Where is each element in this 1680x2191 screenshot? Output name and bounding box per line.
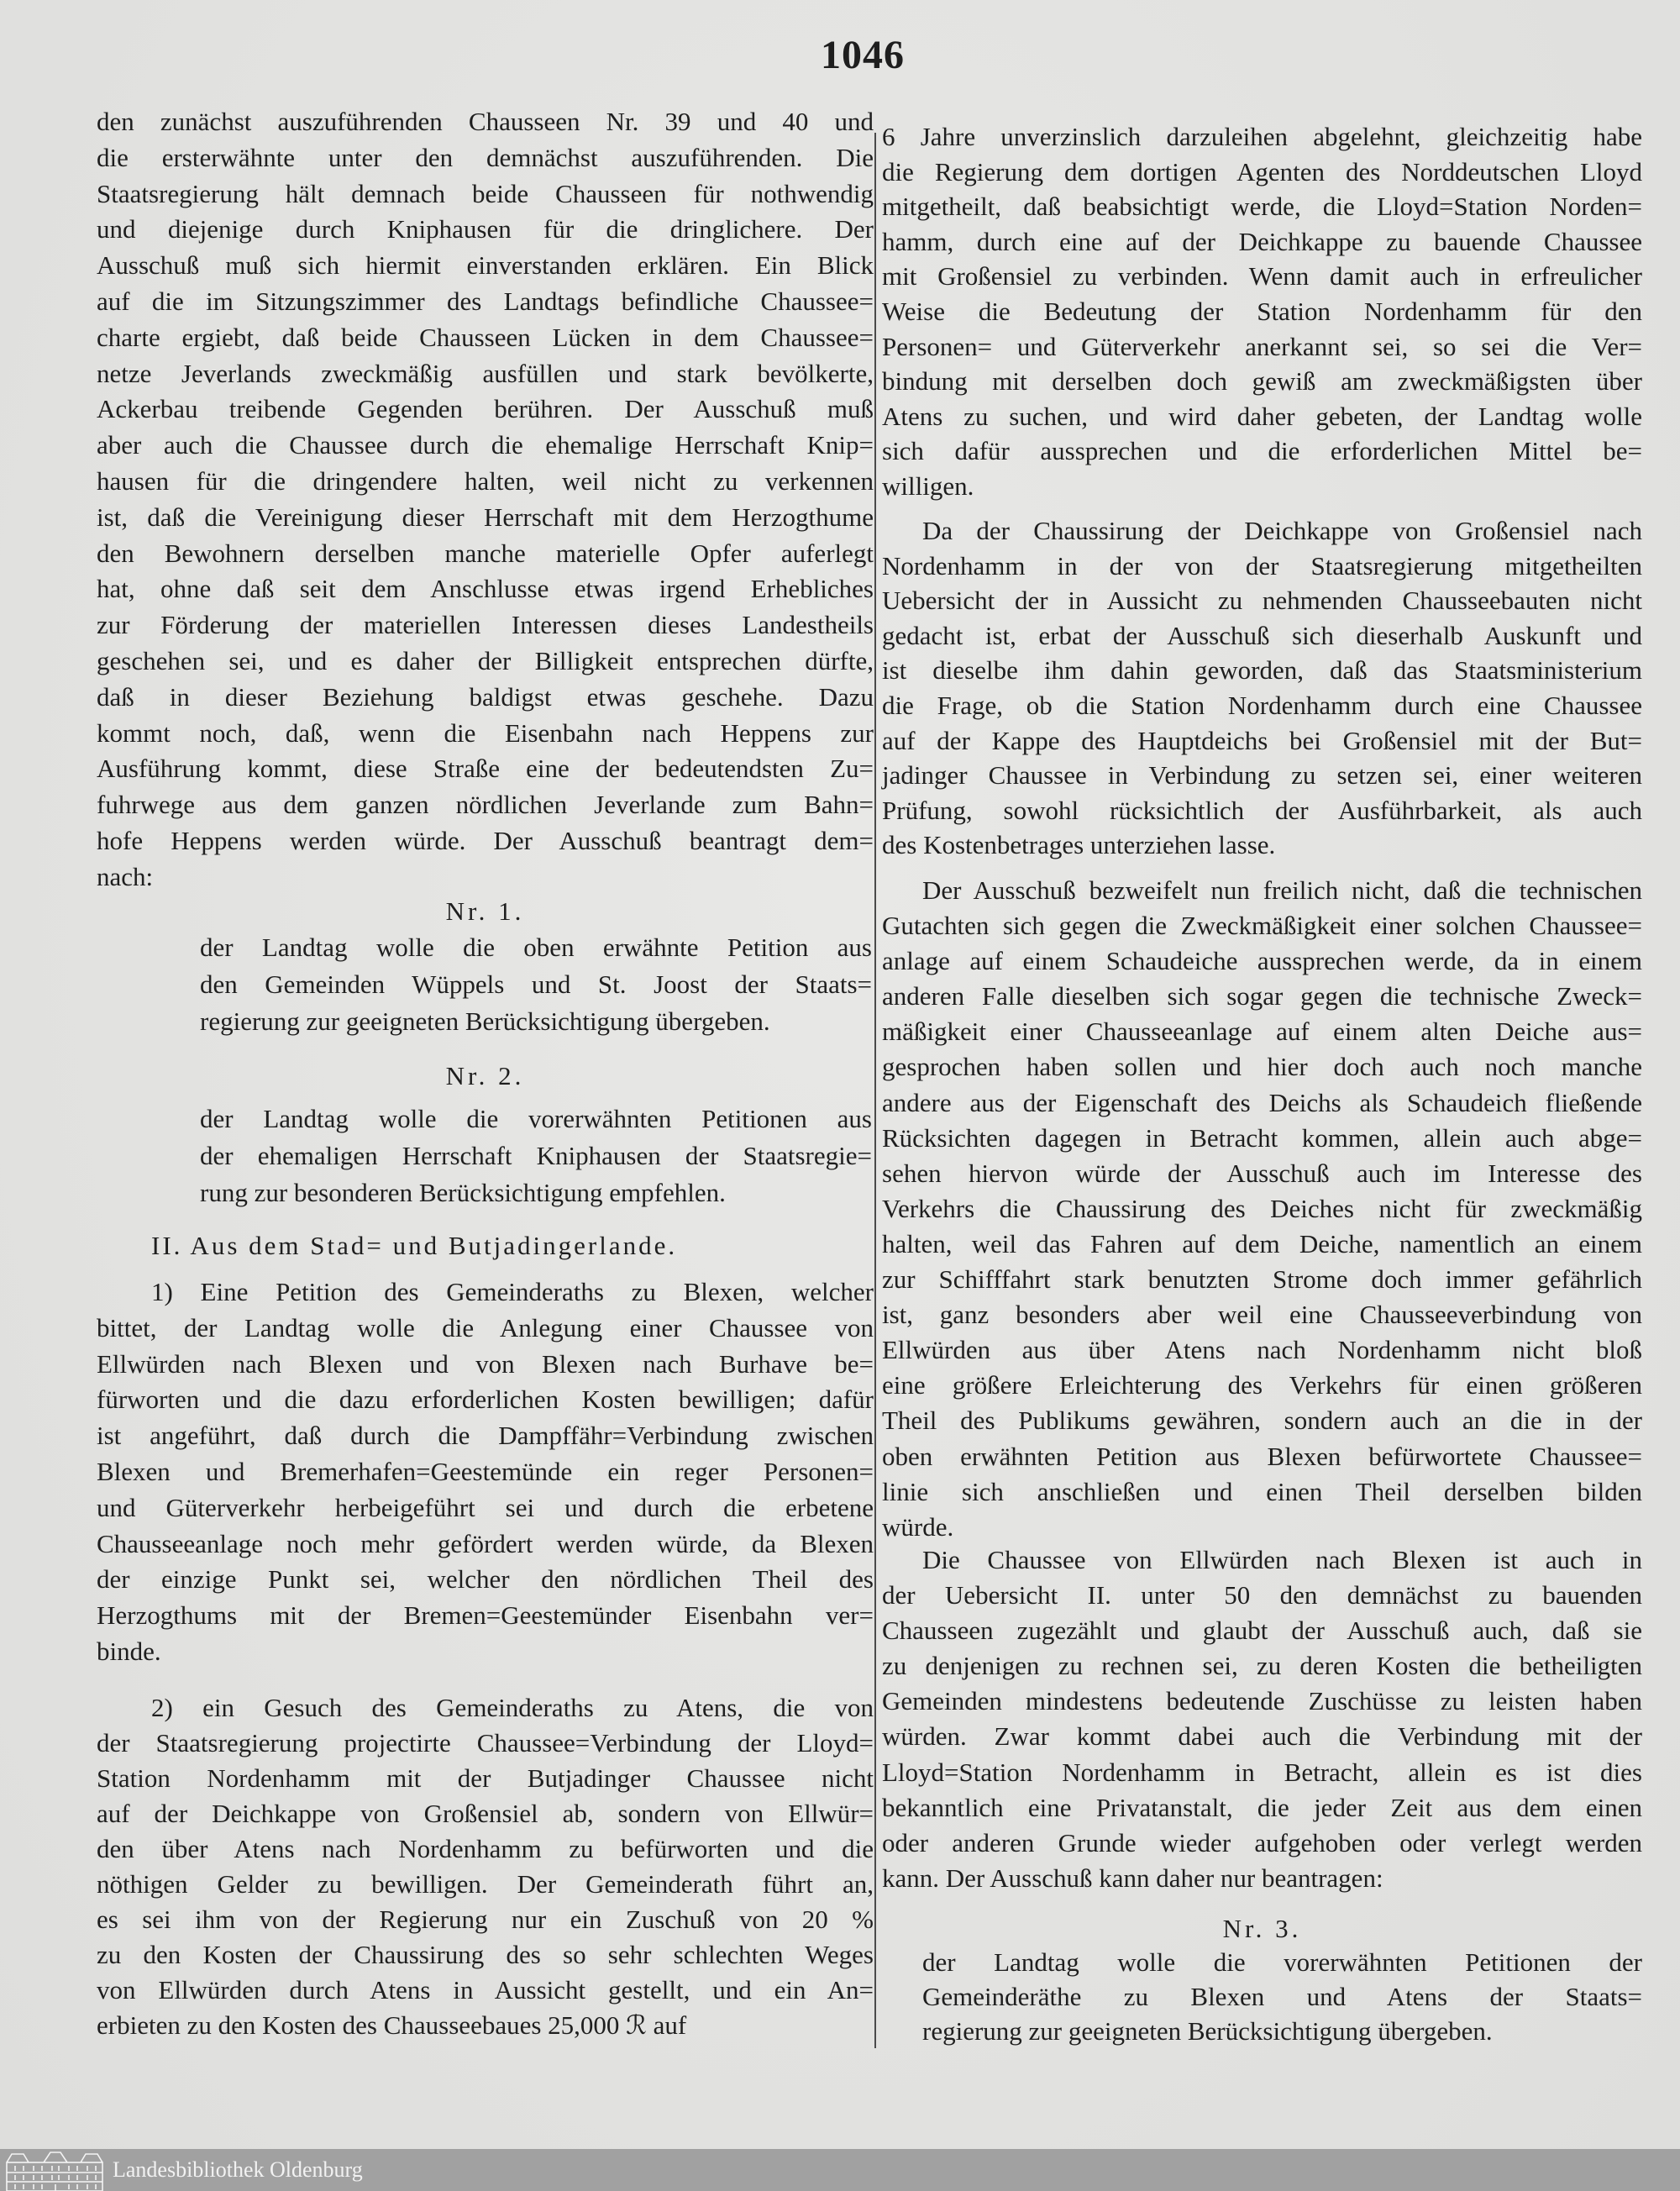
- text-line: eine größere Erleichterung des Verkehrs für einen größeren: [882, 1370, 1642, 1400]
- text-line: Blexen und Bremerhafen=Geestemünde ein reger Personen=: [97, 1456, 874, 1486]
- text-line: Rücksichten dagegen in Betracht kommen, allein auch abge=: [882, 1122, 1642, 1153]
- text-line: kommt noch, daß, wenn die Eisenbahn nach Heppens zur: [97, 717, 874, 748]
- text-line: die Frage, ob die Station Nordenhamm durch eine Chaussee: [882, 690, 1642, 720]
- text-line: den über Atens nach Nordenhamm zu befürworten und die: [97, 1834, 874, 1863]
- text-line: es sei ihm von der Regierung nur ein Zuschuß von 20 %: [97, 1905, 874, 1934]
- text-line: die Regierung dem dortigen Agenten des Norddeutschen Lloyd: [882, 156, 1642, 187]
- page-number: 1046: [821, 33, 905, 77]
- text-line: Weise die Bedeutung der Station Nordenhamm für den: [882, 296, 1642, 326]
- text-line: der Landtag wolle die oben erwähnte Petition aus: [200, 933, 872, 962]
- text-line: gedacht ist, erbat der Ausschuß sich dieserhalb Auskunft und: [882, 620, 1642, 650]
- text-line: den zunächst auszuführenden Chausseen Nr. 39 und 40 und: [97, 107, 874, 136]
- text-line: Gemeinderäthe zu Blexen und Atens der Staats=: [922, 1982, 1642, 2011]
- left-column-para-petition-2: [97, 1690, 874, 2043]
- text-line: II. Aus dem Stad= und Butjadingerlande.: [151, 1231, 678, 1260]
- text-line: geschehen sei, und es daher der Billigkeit entsprechen dürfte,: [97, 645, 874, 675]
- left-column-nr-2: [97, 1059, 874, 1094]
- left-column-para-petition-1: [97, 1274, 874, 1670]
- text-line: bindung mit derselben doch gewiß am zweckmäßigsten über: [882, 366, 1642, 397]
- text-line: hofe Heppens werden würde. Der Ausschuß beantragt dem=: [97, 825, 874, 855]
- right-column-para-3: [882, 873, 1642, 1545]
- text-line: Nordenhamm in der von der Staatsregierung mitgetheilten: [882, 550, 1642, 581]
- text-line: Nr. 1.: [445, 896, 525, 926]
- right-column-para-4: [882, 1542, 1642, 1896]
- text-line: binde.: [97, 1636, 161, 1666]
- text-line: ist, ganz besonders aber weil eine Chausseeverbindung von: [882, 1300, 1642, 1330]
- text-line: Nr. 2.: [445, 1061, 525, 1090]
- text-line: ist dieselbe ihm dahin geworden, daß das Staatsministerium: [882, 655, 1642, 686]
- text-line: Lloyd=Station Nordenhamm in Betracht, allein es ist dies: [882, 1757, 1642, 1787]
- text-line: hat, ohne daß seit dem Anschlusse etwas irgend Erhebliches: [97, 574, 874, 604]
- text-line: willigen.: [882, 470, 974, 501]
- text-line: Personen= und Güterverkehr anerkannt sei, so sei die Ver=: [882, 331, 1642, 361]
- text-line: kann. Der Ausschuß kann daher nur beantragen:: [882, 1863, 1383, 1893]
- text-line: regierung zur geeigneten Berücksichtigung übergeben.: [922, 2016, 1493, 2046]
- text-line: von Ellwürden durch Atens in Aussicht gestellt, und ein An=: [97, 1975, 874, 2004]
- text-line: und diejenige durch Kniphausen für die dringlichere. Der: [97, 214, 874, 244]
- text-line: die ersterwähnte unter den demnächst auszuführenden. Die: [97, 142, 874, 172]
- text-line: Ellwürden nach Blexen und von Blexen nach Burhave be=: [97, 1348, 874, 1379]
- text-line: Gutachten sich gegen die Zweckmäßigkeit einer solchen Chaussee=: [882, 911, 1642, 941]
- footer-bar: [0, 2149, 1680, 2191]
- text-line: auf die im Sitzungszimmer des Landtags befindliche Chaussee=: [97, 286, 874, 316]
- text-line: mäßigkeit einer Chausseeanlage auf einem alten Deiche aus=: [882, 1017, 1642, 1047]
- left-column-resolution-2: [200, 1101, 872, 1211]
- text-line: mitgetheilt, daß beabsichtigt werde, die Lloyd=Station Norden=: [882, 192, 1642, 222]
- text-line: charte ergiebt, daß beide Chausseen Lücken in dem Chaussee=: [97, 322, 874, 352]
- text-line: Da der Chaussirung der Deichkappe von Großensiel nach: [922, 516, 1642, 545]
- text-line: Station Nordenhamm mit der Butjadinger Chaussee nicht: [97, 1763, 874, 1793]
- text-line: anderen Falle dieselben sich sogar gegen die technische Zweck=: [882, 981, 1642, 1011]
- text-line: des Kostenbetrages unterziehen lasse.: [882, 830, 1276, 860]
- text-line: Atens zu suchen, und wird daher gebeten, der Landtag wolle: [882, 401, 1642, 431]
- text-line: bekanntlich eine Privatanstalt, die jeder Zeit aus dem einen: [882, 1792, 1642, 1822]
- text-line: bittet, der Landtag wolle die Anlegung einer Chaussee von: [97, 1312, 874, 1342]
- text-line: fuhrwege aus dem ganzen nördlichen Jeverlande zum Bahn=: [97, 790, 874, 820]
- text-line: zu denjenigen zu rechnen sei, zu deren Kosten die betheiligten: [882, 1651, 1642, 1681]
- text-line: zu den Kosten der Chaussirung des so sehr schlechten Weges: [97, 1940, 874, 1969]
- text-line: netze Jeverlands zweckmäßig ausfüllen und stark bevölkerte,: [97, 358, 874, 388]
- text-line: anlage auf einem Schaudeiche aussprechen werde, da in einem: [882, 946, 1642, 976]
- text-line: Ausführung kommt, diese Straße eine der bedeutendsten Zu=: [97, 754, 874, 784]
- text-line: der Uebersicht II. unter 50 den demnächst zu bauenden: [882, 1580, 1642, 1610]
- text-line: 1) Eine Petition des Gemeinderaths zu Blexen, welcher: [151, 1277, 874, 1306]
- text-line: gesprochen haben sollen und hier doch auch noch manche: [882, 1052, 1642, 1082]
- text-line: der Landtag wolle die vorerwähnten Petitionen der: [922, 1947, 1642, 1977]
- text-line: ist, daß die Vereinigung dieser Herrschaft mit dem Herzogthume: [97, 502, 874, 532]
- text-line: andere aus der Eigenschaft des Deichs als Schaudeich fließende: [882, 1087, 1642, 1117]
- text-line: Ackerbau treibende Gegenden berühren. Der Ausschuß muß: [97, 394, 874, 424]
- text-line: Staatsregierung hält demnach beide Chausseen für nothwendig: [97, 178, 874, 208]
- text-line: hausen für die dringendere halten, weil nicht zu verkennen: [97, 465, 874, 496]
- text-line: Ellwürden aus über Atens nach Nordenhamm nicht bloß: [882, 1335, 1642, 1365]
- right-column-resolution-3: [922, 1945, 1642, 2048]
- text-line: ist angeführt, daß durch die Dampffähr=Verbindung zwischen: [97, 1421, 874, 1451]
- text-line: jadinger Chaussee in Verbindung zu setzen sei, einer weiteren: [882, 760, 1642, 791]
- library-name: Landesbibliothek Oldenburg: [113, 2157, 363, 2182]
- text-line: sich dafür aussprechen und die erforderlichen Mittel be=: [882, 436, 1642, 466]
- text-line: mit Großensiel zu verbinden. Wenn damit auch in erfreulicher: [882, 261, 1642, 292]
- text-line: oben erwähnten Petition aus Blexen befürwortete Chaussee=: [882, 1441, 1642, 1471]
- text-line: Die Chaussee von Ellwürden nach Blexen ist auch in: [922, 1545, 1642, 1574]
- text-line: nöthigen Gelder zu bewilligen. Der Gemeinderath führt an,: [97, 1869, 874, 1899]
- text-line: auf der Kappe des Hauptdeichs bei Großensiel mit der But=: [882, 725, 1642, 755]
- text-line: Theil des Publikums gewähren, sondern auch an die in der: [882, 1405, 1642, 1436]
- text-line: der einzige Punkt sei, welcher den nördlichen Theil des: [97, 1564, 874, 1595]
- text-line: würden. Zwar kommt dabei auch die Verbindung mit der: [882, 1721, 1642, 1752]
- text-line: oder anderen Grunde wieder aufgehoben oder verlegt werden: [882, 1827, 1642, 1857]
- text-line: den Bewohnern derselben manche materielle Opfer auferlegt: [97, 538, 874, 568]
- text-line: der Landtag wolle die vorerwähnten Petitionen aus: [200, 1104, 872, 1133]
- text-line: der ehemaligen Herrschaft Kniphausen der Staatsregie=: [200, 1141, 872, 1170]
- text-line: zur Schifffahrt stark benutzten Strome doch immer gefährlich: [882, 1264, 1642, 1295]
- text-line: sehen hiervon würde der Ausschuß auch im Interesse des: [882, 1158, 1642, 1188]
- text-line: der Staatsregierung projectirte Chaussee=Verbindung der Lloyd=: [97, 1728, 874, 1758]
- text-line: rung zur besonderen Berücksichtigung empfehlen.: [200, 1178, 726, 1207]
- left-column-nr-1: [97, 894, 874, 929]
- library-building-icon: [5, 2151, 104, 2191]
- left-column-resolution-1: [200, 929, 872, 1040]
- text-line: Chausseen zugezählt und glaubt der Ausschuß auch, daß sie: [882, 1616, 1642, 1646]
- text-line: erbieten zu den Kosten des Chausseebaues 25,000 ℛ auf: [97, 2010, 687, 2040]
- left-column-para-1: [97, 104, 874, 896]
- right-column-para-1: [882, 119, 1642, 504]
- text-line: Chausseeanlage noch mehr gefördert werden würde, da Blexen: [97, 1528, 874, 1558]
- text-line: fürworten und die dazu erforderlichen Kosten bewilligen; dafür: [97, 1384, 874, 1415]
- text-line: regierung zur geeigneten Berücksichtigung übergeben.: [200, 1006, 770, 1036]
- right-column-para-2: [882, 513, 1642, 863]
- text-line: Prüfung, sowohl rücksichtlich der Ausführbarkeit, als auch: [882, 795, 1642, 825]
- text-line: Nr. 3.: [1222, 1914, 1302, 1943]
- text-line: würde.: [882, 1511, 954, 1542]
- text-line: zur Förderung der materiellen Interessen dieses Landestheils: [97, 610, 874, 640]
- text-line: aber auch die Chaussee durch die ehemalige Herrschaft Knip=: [97, 430, 874, 460]
- text-line: Verkehrs die Chaussirung des Deiches nicht für zweckmäßig: [882, 1193, 1642, 1223]
- text-line: linie sich anschließen und einen Theil derselben bilden: [882, 1476, 1642, 1506]
- text-line: auf der Deichkappe von Großensiel ab, sondern von Ellwür=: [97, 1799, 874, 1828]
- text-line: Uebersicht der in Aussicht zu nehmenden Chausseebauten nicht: [882, 586, 1642, 616]
- text-line: hamm, durch eine auf der Deichkappe zu bauende Chaussee: [882, 226, 1642, 256]
- text-line: Ausschuß muß sich hiermit einverstanden erklären. Ein Blick: [97, 250, 874, 281]
- text-line: halten, weil das Fahren auf dem Deiche, namentlich an einem: [882, 1228, 1642, 1258]
- left-column-section-heading: [151, 1228, 874, 1264]
- right-column-nr-3: [882, 1911, 1642, 1946]
- text-line: Der Ausschuß bezweifelt nun freilich nicht, daß die technischen: [922, 875, 1642, 905]
- text-line: und Güterverkehr herbeigeführt sei und durch die erbetene: [97, 1492, 874, 1522]
- text-line: den Gemeinden Wüppels und St. Joost der Staats=: [200, 969, 872, 999]
- text-line: Gemeinden mindestens bedeutende Zuschüsse zu leisten haben: [882, 1686, 1642, 1716]
- text-line: Herzogthums mit der Bremen=Geestemünder Eisenbahn ver=: [97, 1600, 874, 1631]
- text-line: nach:: [97, 861, 154, 891]
- column-divider: [874, 133, 876, 2048]
- text-line: daß in dieser Beziehung baldigst etwas geschehe. Dazu: [97, 681, 874, 712]
- text-line: 6 Jahre unverzinslich darzuleihen abgelehnt, gleichzeitig habe: [882, 122, 1642, 151]
- text-line: 2) ein Gesuch des Gemeinderaths zu Atens, die von: [151, 1693, 874, 1722]
